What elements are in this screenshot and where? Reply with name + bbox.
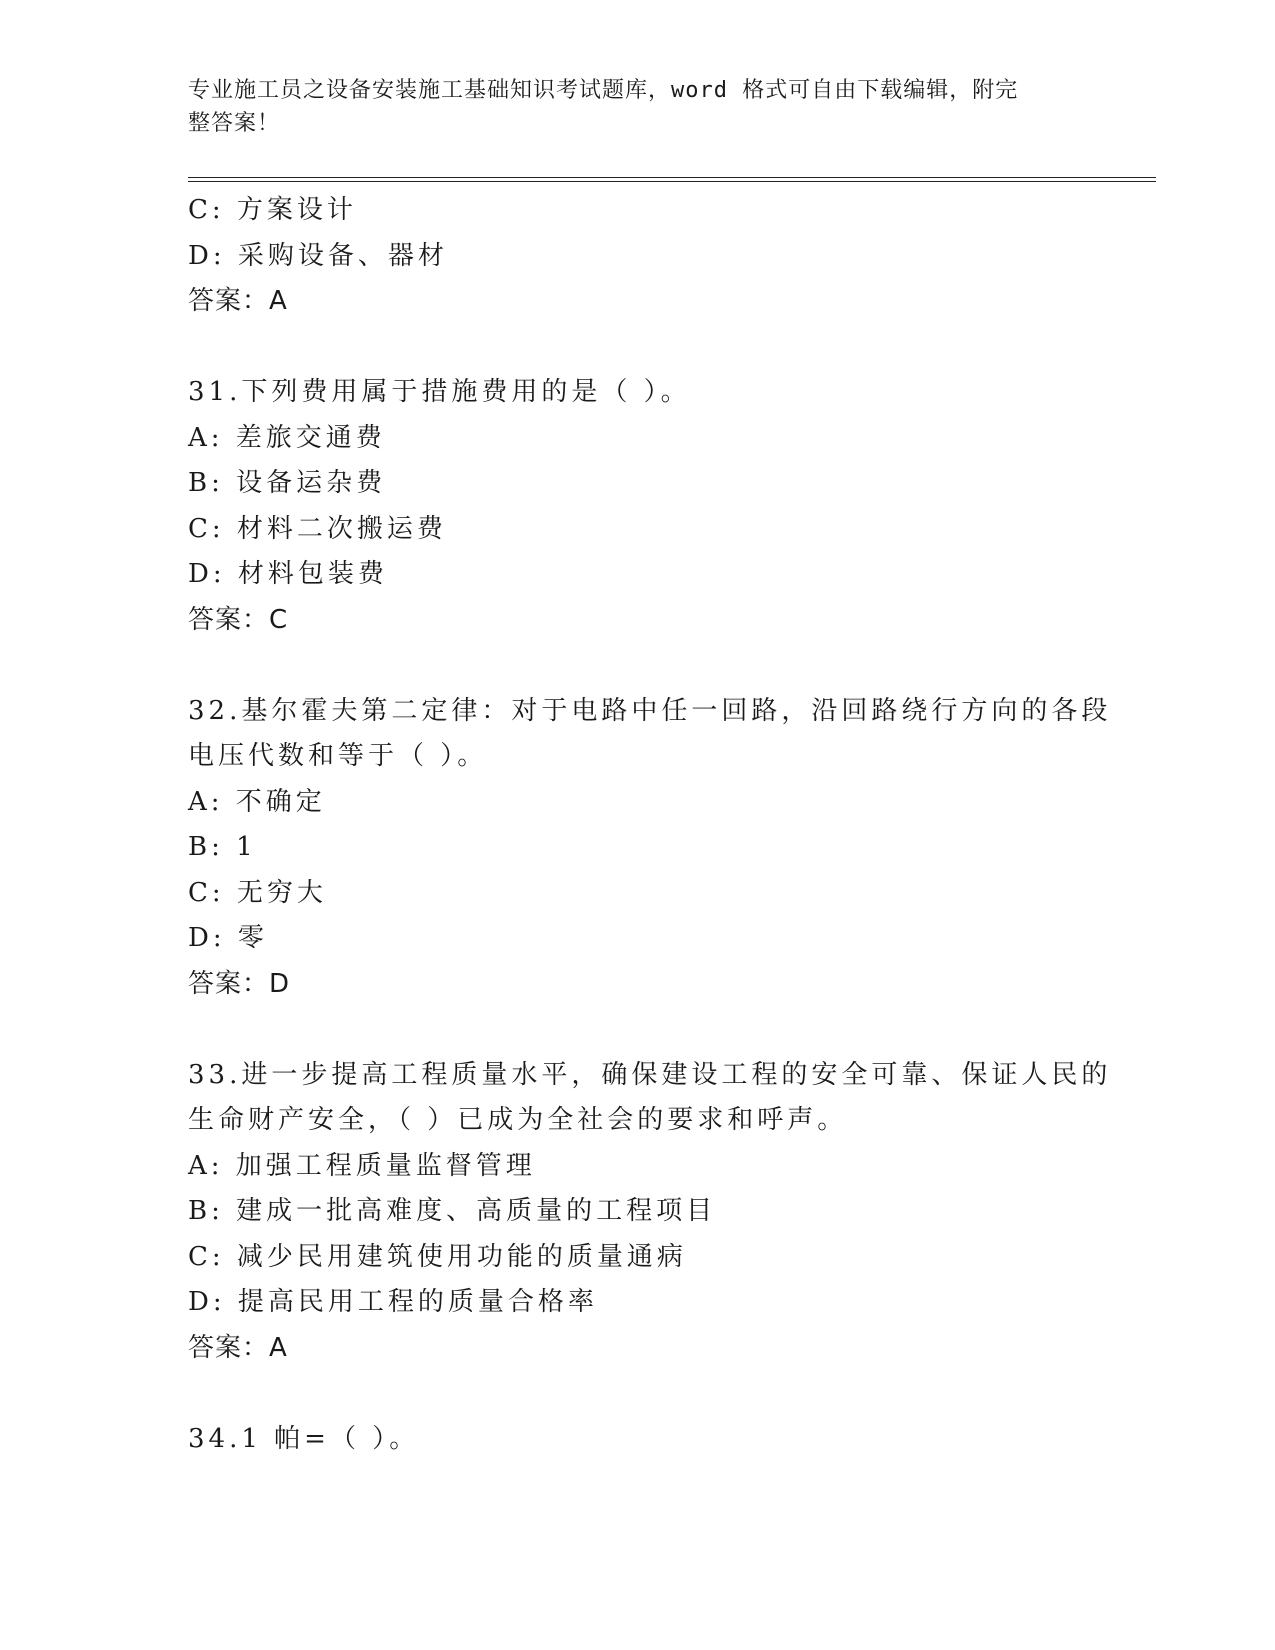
- question-text: 34.1 帕=（ ）。: [188, 1423, 420, 1454]
- option-d: D: 材料包装费: [188, 559, 388, 589]
- question-text: 31.下列费用属于措施费用的是（ ）。: [188, 377, 691, 407]
- spacer: [188, 1007, 1088, 1053]
- header-line-1: 专业施工员之设备安装施工基础知识考试题库，word 格式可自由下载编辑，附完: [188, 78, 1019, 103]
- option-a: A: 加强工程质量监督管理: [188, 1150, 536, 1181]
- answer-line: 答案：C: [188, 604, 289, 635]
- option-d: D: 零: [188, 923, 268, 953]
- answer-line: 答案：D: [188, 968, 291, 999]
- option-c: C: 减少民用建筑使用功能的质量通病: [188, 1241, 687, 1272]
- option-b: B: 建成一批高难度、高质量的工程项目: [188, 1196, 717, 1226]
- option-c: C: 无穷大: [188, 877, 327, 908]
- question-text: 32.基尔霍夫第二定律：对于电路中任一回路，沿回路绕行方向的各段: [188, 695, 1112, 726]
- question-text: 33.进一步提高工程质量水平，确保建设工程的安全可靠、保证人民的: [188, 1059, 1112, 1090]
- spacer: [188, 1371, 1088, 1417]
- question-32: [188, 689, 1112, 1008]
- answer-line: 答案：A: [188, 1332, 288, 1363]
- question-33: [188, 1053, 1112, 1372]
- carryover-block: [188, 188, 1088, 325]
- question-text-continued: 电压代数和等于（ ）。: [188, 741, 488, 771]
- answer-line: 答案：A: [188, 286, 288, 316]
- header-rule-top: [188, 177, 1156, 178]
- option-c: C: 材料二次搬运费: [188, 513, 447, 544]
- option-a: A: 不确定: [188, 786, 326, 817]
- option-b: B: 设备运杂费: [188, 468, 387, 498]
- option-c: C: 方案设计: [188, 195, 357, 225]
- option-d: D: 提高民用工程的质量合格率: [188, 1287, 598, 1317]
- question-34: [188, 1417, 1088, 1463]
- option-b: B: 1: [188, 832, 257, 862]
- header-line-2: 整答案！: [188, 111, 281, 136]
- question-31: [188, 370, 1088, 643]
- question-text-continued: 生命财产安全，（ ）已成为全社会的要求和呼声。: [188, 1105, 848, 1135]
- document-header: [188, 74, 1068, 140]
- document-body: [188, 188, 1112, 1462]
- header-rule-bottom: [188, 181, 1156, 182]
- option-d: D: 采购设备、器材: [188, 240, 448, 271]
- spacer: [188, 643, 1088, 689]
- option-a: A: 差旅交通费: [188, 422, 386, 453]
- spacer: [188, 325, 1088, 371]
